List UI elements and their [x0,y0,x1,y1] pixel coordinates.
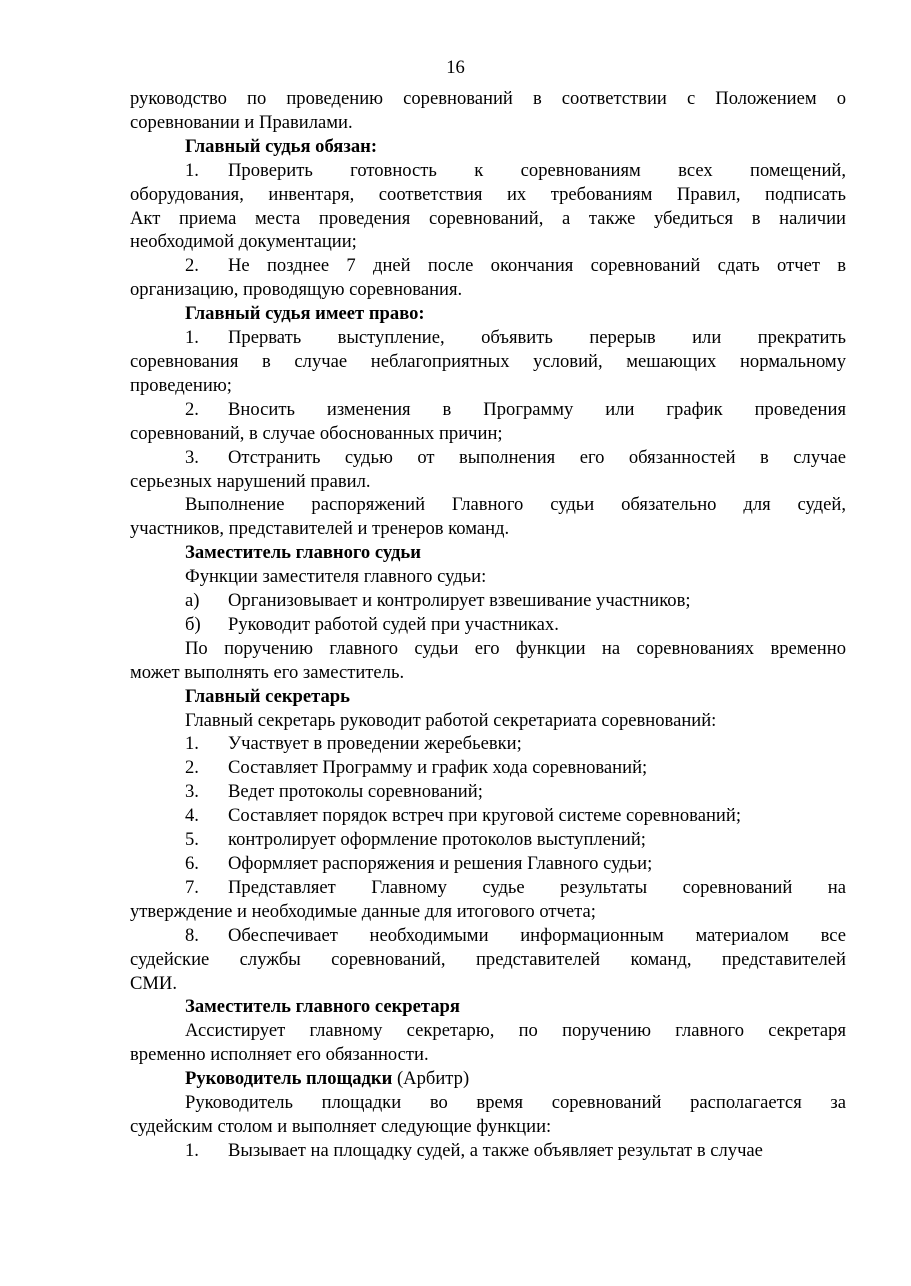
list-item [130,159,846,183]
list-item [130,1139,846,1163]
item-text: Вызывает на площадку судей, а также объявляет результат в случае [228,1139,763,1161]
list-item [130,589,846,613]
item-text: Оформляет распоряжения и решения Главного судьи; [228,853,653,874]
section-heading: Заместитель главного судьи [185,542,421,564]
list-item [130,756,846,780]
item-number: 3. [185,446,199,468]
item-number: б) [185,613,201,635]
text-line: Отстранить судью от выполнения его обязанностей в случае [228,446,846,468]
text-line: оборудования, инвентаря, соответствия их требованиям Правил, подписать [130,183,846,205]
list-item [130,780,846,804]
list-item [130,326,846,350]
item-text: контролирует оформление протоколов выступлений; [228,829,646,851]
item-number: 8. [185,924,199,946]
text-line: Функции заместителя главного судьи: [185,566,487,588]
section-heading: Главный секретарь [185,685,350,707]
list-item [130,732,846,756]
heading-regular-part: (Арбитр) [392,1068,470,1090]
text-line: временно исполняет его обязанности. [130,1044,429,1066]
document-body [130,87,846,1163]
text-line: организацию, проводящую соревнования. [130,279,463,301]
text-line: соревнования в случае неблагоприятных условий, мешающих нормальному [130,350,846,372]
item-number: 1. [185,159,199,181]
list-item [130,613,846,637]
item-number: 1. [185,1139,199,1161]
item-number: 2. [185,398,199,420]
item-number: 1. [185,733,199,755]
item-number: 5. [185,829,199,851]
list-item [130,852,846,876]
text-line: соревновании и Правилами. [130,111,353,133]
item-number: 6. [185,853,199,874]
text-line: руководство по проведению соревнований в соответствии с Положением о [130,88,846,109]
item-text: Участвует в проведении жеребьевки; [228,733,522,755]
text-line: Руководитель площадки во время соревнований располагается за [185,1092,846,1114]
text-line: соревнований, в случае обоснованных причин; [130,422,503,444]
text-line: Прервать выступление, объявить перерыв или прекратить [228,327,846,349]
heading-bold-part: Руководитель площадки [185,1068,393,1090]
item-number: 4. [185,805,199,827]
text-line: Проверить готовность к соревнованиям всех помещений, [228,159,846,181]
item-text: Составляет порядок встреч при круговой системе соревнований; [228,805,741,827]
list-item [130,828,846,852]
item-number: 3. [185,781,199,803]
list-item [130,804,846,828]
list-item [130,924,846,948]
text-line: может выполнять его заместитель. [130,661,405,683]
text-line: судейским столом и выполняет следующие функции: [130,1115,552,1137]
text-line: Обеспечивает необходимыми информационным материалом все [228,924,846,946]
section-heading: Главный судья имеет право: [185,303,425,325]
text-line: утверждение и необходимые данные для итогового отчета; [130,900,596,922]
section-heading: Заместитель главного секретаря [185,996,460,1018]
text-line: необходимой документации; [130,231,357,253]
list-item [130,254,846,278]
text-line: Не позднее 7 дней после окончания соревнований сдать отчет в [228,255,846,277]
list-item [130,398,846,422]
text-line: Представляет Главному судье результаты соревнований на [228,876,846,898]
item-text: Организовывает и контролирует взвешивание участников; [228,590,691,612]
text-line: Выполнение распоряжений Главного судьи обязательно для судей, [185,494,846,516]
text-line: участников, представителей и тренеров команд. [130,518,510,540]
text-line: проведению; [130,374,232,396]
list-item [130,876,846,900]
item-number: 2. [185,255,199,277]
item-number: 7. [185,876,199,898]
text-line: Ассистирует главному секретарю, по поручению главного секретаря [185,1020,846,1042]
text-line: Акт приема места проведения соревнований, а также убедиться в наличии [130,207,846,229]
item-text: Руководит работой судей при участниках. [228,613,559,635]
text-line: серьезных нарушений правил. [130,470,371,492]
item-number: 1. [185,327,199,349]
list-item [130,446,846,470]
text-line: Вносить изменения в Программу или график проведения [228,398,846,420]
section-heading [130,1067,846,1091]
text-line: По поручению главного судьи его функции на соревнованиях временно [185,637,846,659]
item-text: Ведет протоколы соревнований; [228,781,483,803]
text-line: Главный секретарь руководит работой секретариата соревнований: [185,709,717,731]
item-number: 2. [185,757,199,779]
page-number: 16 [446,57,465,78]
item-text: Составляет Программу и график хода соревнований; [228,757,648,779]
text-line: судейские службы соревнований, представителей команд, представителей [130,948,846,970]
item-number: а) [185,590,200,612]
section-heading: Главный судья обязан: [185,135,378,157]
text-line: СМИ. [130,972,178,994]
